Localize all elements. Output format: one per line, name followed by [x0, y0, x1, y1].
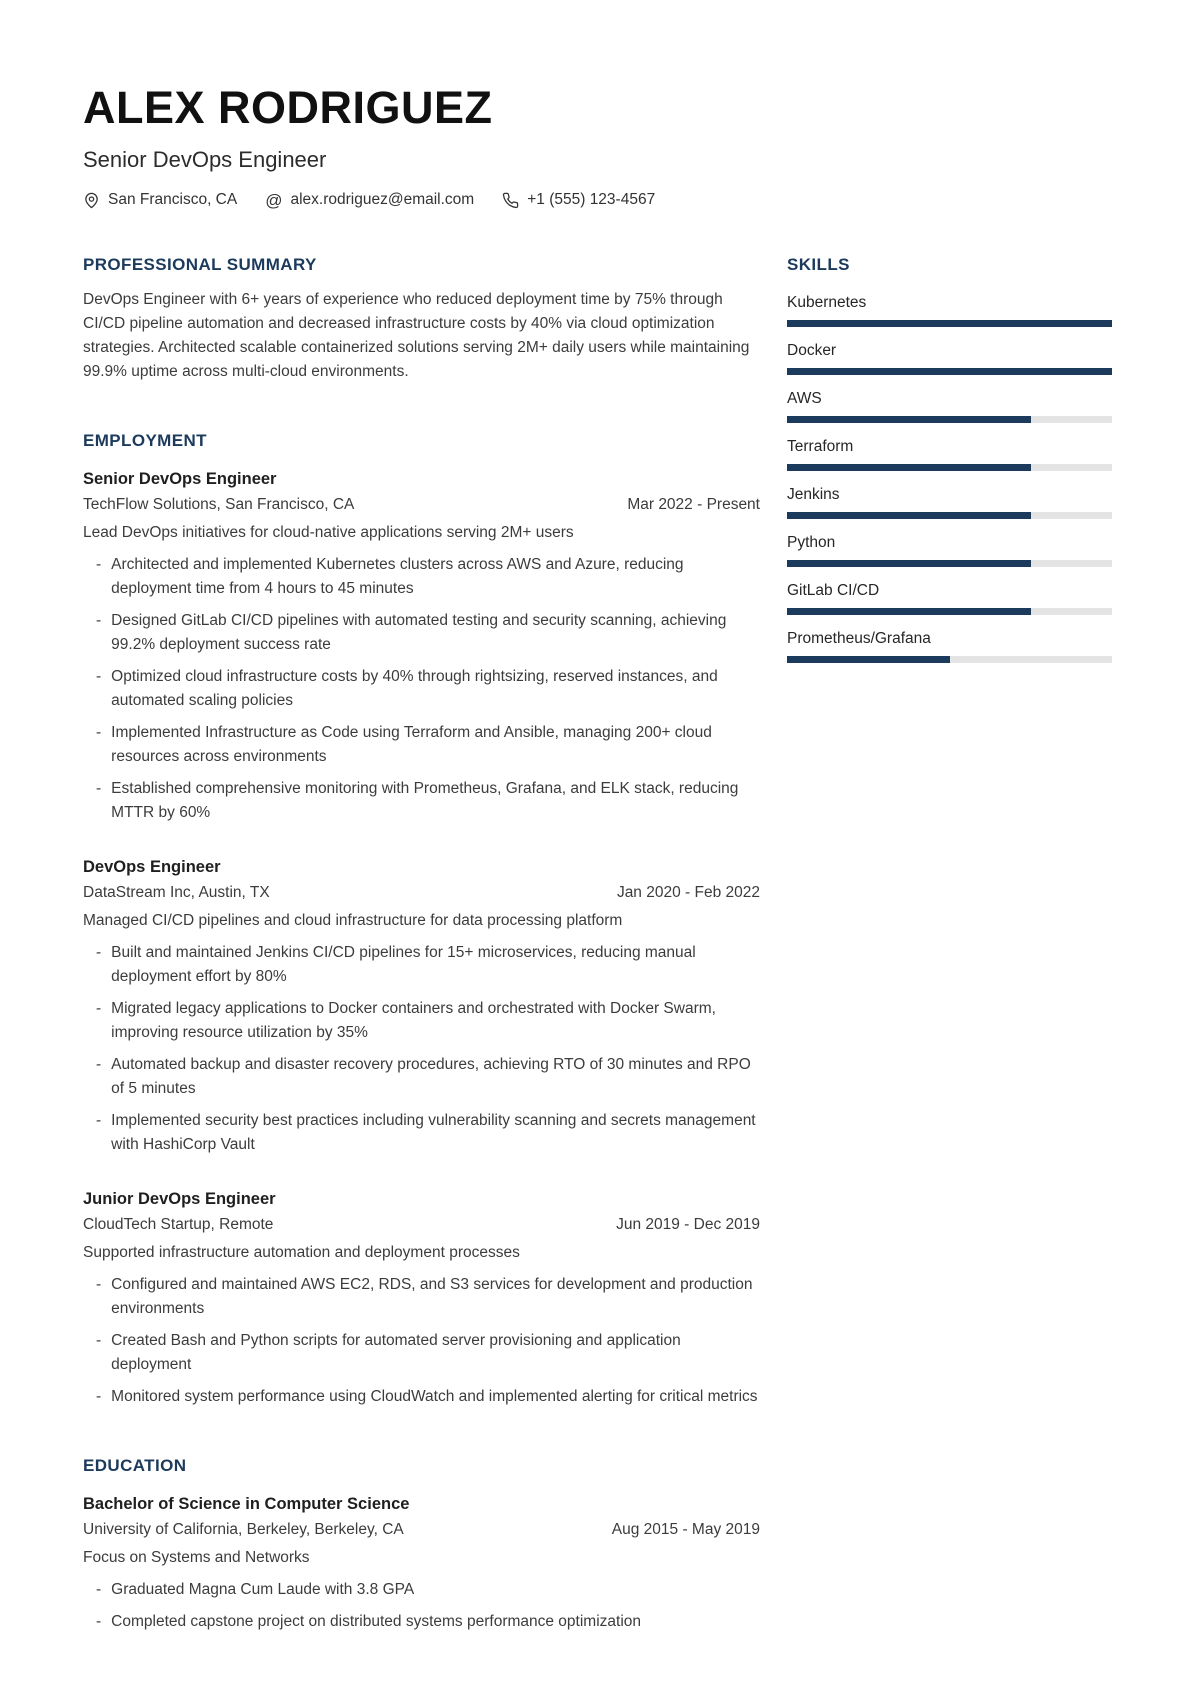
phone-icon	[502, 192, 519, 209]
education-bullets	[83, 1578, 760, 1634]
job-bullets	[83, 1273, 760, 1409]
skill-item	[787, 582, 1112, 615]
skill-name: AWS	[787, 390, 822, 408]
degree-title: Bachelor of Science in Computer Science	[83, 1495, 410, 1514]
skills-heading: SKILLS	[787, 255, 850, 275]
sidebar	[787, 255, 1112, 678]
bullet-dash: -	[96, 1613, 102, 1631]
job-lead: Lead DevOps initiatives for cloud-native applications serving 2M+ users	[83, 524, 574, 542]
bullet-text: Automated backup and disaster recovery procedures, achieving RTO of 30 minutes and RPO of 5 minutes	[111, 1056, 751, 1098]
employment-heading: EMPLOYMENT	[83, 431, 207, 451]
job-entry	[83, 858, 760, 1157]
bullet-item	[96, 777, 760, 825]
bullet-dash: -	[96, 612, 102, 630]
skill-bar	[787, 416, 1112, 423]
bullet-text: Implemented security best practices including vulnerability scanning and secrets management with HashiCorp Vault	[111, 1112, 756, 1154]
job-bullets	[83, 553, 760, 825]
contact-phone-text: +1 (555) 123-4567	[527, 191, 656, 209]
bullet-text: Designed GitLab CI/CD pipelines with automated testing and security scanning, achieving 99.2% deployment success rate	[111, 612, 727, 654]
skill-name: Terraform	[787, 438, 854, 456]
skill-item	[787, 630, 1112, 663]
job-bullets	[83, 941, 760, 1157]
school-name: University of California, Berkeley, Berkeley, CA	[83, 1521, 404, 1539]
job-lead: Managed CI/CD pipelines and cloud infrastructure for data processing platform	[83, 912, 623, 930]
bullet-item	[96, 941, 760, 989]
bullet-text: Monitored system performance using CloudWatch and implemented alerting for critical metrics	[111, 1388, 758, 1406]
skill-bar	[787, 368, 1112, 375]
skill-name: Jenkins	[787, 486, 840, 504]
bullet-item	[96, 997, 760, 1045]
skill-item	[787, 342, 1112, 375]
content-columns	[83, 255, 1112, 1634]
bullet-dash: -	[96, 944, 102, 962]
skill-item	[787, 486, 1112, 519]
skill-name: Python	[787, 534, 836, 552]
main-column	[83, 255, 760, 1634]
job-title: DevOps Engineer	[83, 858, 221, 877]
skill-name: Prometheus/Grafana	[787, 630, 931, 648]
skill-name: GitLab CI/CD	[787, 582, 880, 600]
bullet-text: Optimized cloud infrastructure costs by 40% through rightsizing, reserved instances, and automated scaling policies	[111, 668, 718, 710]
job-dates: Mar 2022 - Present	[627, 496, 760, 514]
contact-phone	[502, 191, 655, 209]
bullet-dash: -	[96, 1388, 102, 1406]
skill-bar-fill	[787, 560, 1031, 567]
bullet-dash: -	[96, 556, 102, 574]
section-employment	[83, 431, 760, 1409]
bullet-item	[96, 1329, 760, 1377]
bullet-dash: -	[96, 724, 102, 742]
job-entry	[83, 470, 760, 825]
skill-name: Docker	[787, 342, 837, 360]
bullet-text: Created Bash and Python scripts for automated server provisioning and application deployment	[111, 1332, 681, 1374]
skill-bar-fill	[787, 368, 1112, 375]
section-professional-summary	[83, 255, 760, 384]
skill-bar-fill	[787, 512, 1031, 519]
contact-location-text: San Francisco, CA	[108, 191, 238, 209]
bullet-dash: -	[96, 668, 102, 686]
contact-email	[265, 191, 474, 209]
bullet-item	[96, 1273, 760, 1321]
job-company: DataStream Inc, Austin, TX	[83, 884, 270, 902]
job-dates: Jun 2019 - Dec 2019	[616, 1216, 760, 1234]
bullet-text: Built and maintained Jenkins CI/CD pipelines for 15+ microservices, reducing manual deployment effort by 80%	[111, 944, 696, 986]
job-meta-row	[83, 1216, 760, 1234]
bullet-item	[96, 1053, 760, 1101]
bullet-dash: -	[96, 1276, 102, 1294]
bullet-text: Established comprehensive monitoring with Prometheus, Grafana, and ELK stack, reducing MTTR by 60%	[111, 780, 739, 822]
job-meta-row	[83, 884, 760, 902]
education-entry	[83, 1495, 760, 1634]
skill-bar-fill	[787, 608, 1031, 615]
bullet-text: Migrated legacy applications to Docker containers and orchestrated with Docker Swarm, improving resource utilization by 35%	[111, 1000, 716, 1042]
bullet-text: Graduated Magna Cum Laude with 3.8 GPA	[111, 1581, 415, 1599]
section-education	[83, 1456, 760, 1634]
job-title: Senior DevOps Engineer	[83, 470, 277, 489]
skill-bar-fill	[787, 416, 1031, 423]
skill-item	[787, 390, 1112, 423]
job-meta-row	[83, 496, 760, 514]
bullet-item	[96, 1109, 760, 1157]
bullet-dash: -	[96, 1112, 102, 1130]
skill-item	[787, 438, 1112, 471]
summary-heading: PROFESSIONAL SUMMARY	[83, 255, 317, 275]
bullet-item	[96, 553, 760, 601]
contact-email-text: alex.rodriguez@email.com	[290, 191, 475, 209]
jobs-list	[83, 470, 760, 1409]
education-dates: Aug 2015 - May 2019	[611, 1521, 760, 1539]
skill-item	[787, 534, 1112, 567]
job-entry	[83, 1190, 760, 1409]
bullet-item	[96, 1610, 760, 1634]
contact-row	[83, 191, 1112, 209]
skill-bar	[787, 512, 1112, 519]
bullet-item	[96, 721, 760, 769]
bullet-item	[96, 1578, 760, 1602]
bullet-dash: -	[96, 1581, 102, 1599]
bullet-text: Architected and implemented Kubernetes clusters across AWS and Azure, reducing deployment time from 4 hours to 45 minutes	[111, 556, 684, 598]
bullet-item	[96, 1385, 760, 1409]
job-dates: Jan 2020 - Feb 2022	[616, 884, 760, 902]
bullet-dash: -	[96, 1056, 102, 1074]
skill-item	[787, 294, 1112, 327]
person-name: ALEX RODRIGUEZ	[83, 82, 493, 133]
education-meta-row	[83, 1521, 760, 1539]
job-title: Junior DevOps Engineer	[83, 1190, 276, 1209]
skill-bar	[787, 608, 1112, 615]
job-company: CloudTech Startup, Remote	[83, 1216, 274, 1234]
skill-bar	[787, 560, 1112, 567]
bullet-dash: -	[96, 780, 102, 798]
bullet-item	[96, 609, 760, 657]
header	[83, 84, 1112, 209]
skill-bar-fill	[787, 656, 950, 663]
education-heading: EDUCATION	[83, 1456, 187, 1476]
person-title: Senior DevOps Engineer	[83, 147, 327, 173]
bullet-text: Implemented Infrastructure as Code using Terraform and Ansible, managing 200+ cloud resources across environments	[111, 724, 712, 766]
skill-bar	[787, 656, 1112, 663]
education-lead: Focus on Systems and Networks	[83, 1549, 310, 1567]
bullet-item	[96, 665, 760, 713]
summary-text: DevOps Engineer with 6+ years of experience who reduced deployment time by 75% through CI/CD pipeline automation and decreased infrastructure costs by 40% via cloud optimization strategies. Architected scalable containerized solutions serving 2M+ daily users while maintaining 99.9% uptime across multi-cloud environments.	[83, 291, 750, 381]
bullet-text: Completed capstone project on distributed systems performance optimization	[111, 1613, 642, 1631]
skill-bar	[787, 320, 1112, 327]
skill-bar-fill	[787, 320, 1112, 327]
job-company: TechFlow Solutions, San Francisco, CA	[83, 496, 355, 514]
bullet-text: Configured and maintained AWS EC2, RDS, and S3 services for development and production environments	[111, 1276, 753, 1318]
skill-bar	[787, 464, 1112, 471]
job-lead: Supported infrastructure automation and deployment processes	[83, 1244, 520, 1262]
bullet-dash: -	[96, 1000, 102, 1018]
contact-location	[83, 191, 237, 209]
skill-name: Kubernetes	[787, 294, 867, 312]
at-sign-icon: @	[265, 190, 283, 210]
map-pin-icon	[83, 192, 100, 209]
skill-bar-fill	[787, 464, 1031, 471]
bullet-dash: -	[96, 1332, 102, 1350]
skills-list	[787, 294, 1112, 663]
